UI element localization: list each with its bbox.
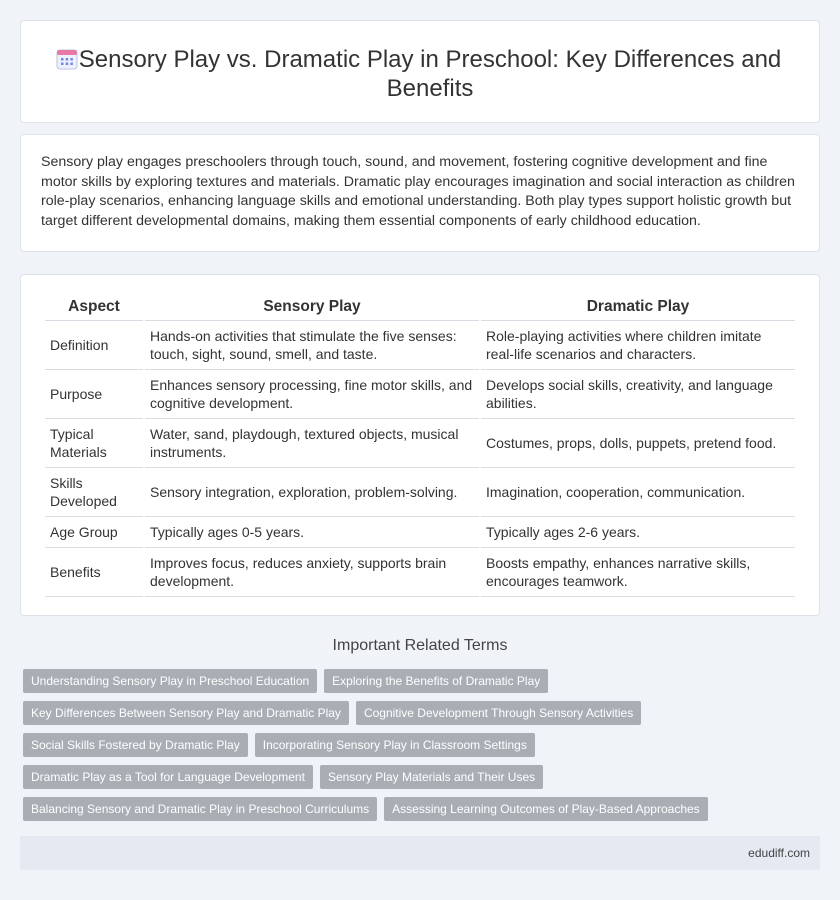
header-dramatic-play: Dramatic Play xyxy=(481,295,795,321)
table-row xyxy=(45,321,795,370)
footer xyxy=(20,836,820,870)
table-row xyxy=(45,548,795,597)
row-aspect: Age Group xyxy=(45,517,143,548)
header-sensory-play: Sensory Play xyxy=(145,295,479,321)
page-title: Sensory Play vs. Dramatic Play in Preschool: Key Differences and Benefits xyxy=(78,46,782,102)
row-aspect: Definition xyxy=(45,321,143,370)
row-sensory: Water, sand, playdough, textured objects, musical instruments. xyxy=(145,419,479,468)
row-sensory: Sensory integration, exploration, problem-solving. xyxy=(145,468,479,517)
related-terms-list xyxy=(23,669,813,829)
related-term-tag[interactable]: Exploring the Benefits of Dramatic Play xyxy=(324,669,548,693)
row-dramatic: Role-playing activities where children imitate real-life scenarios and characters. xyxy=(481,321,795,370)
related-term-tag[interactable]: Cognitive Development Through Sensory Activities xyxy=(356,701,641,725)
related-term-tag[interactable]: Incorporating Sensory Play in Classroom Settings xyxy=(255,733,535,757)
related-term-tag[interactable]: Assessing Learning Outcomes of Play-Based Approaches xyxy=(384,797,708,821)
row-aspect: Benefits xyxy=(45,548,143,597)
comparison-table-card xyxy=(20,274,820,616)
title-card xyxy=(20,20,820,123)
related-terms-heading: Important Related Terms xyxy=(332,637,508,654)
related-term-tag[interactable]: Social Skills Fostered by Dramatic Play xyxy=(23,733,248,757)
comparison-table xyxy=(43,295,797,597)
related-term-tag[interactable]: Understanding Sensory Play in Preschool Education xyxy=(23,669,317,693)
row-aspect: Skills Developed xyxy=(45,468,143,517)
row-aspect: Purpose xyxy=(45,370,143,419)
intro-paragraph: Sensory play engages preschoolers through touch, sound, and movement, fostering cognitive development and fine motor skills by exploring textures and materials. Dramatic play encourages imagination and social interaction as children role-play scenarios, enhancing language skills and emotional understanding. Both play types support holistic growth but target different developmental domains, making them essential components of early childhood education. xyxy=(41,154,795,229)
row-sensory: Typically ages 0-5 years. xyxy=(145,517,479,548)
row-dramatic: Boosts empathy, enhances narrative skills, encourages teamwork. xyxy=(481,548,795,597)
table-row xyxy=(45,370,795,419)
header-aspect: Aspect xyxy=(45,295,143,321)
table-row xyxy=(45,419,795,468)
intro-card xyxy=(20,134,820,252)
table-row xyxy=(45,517,795,548)
related-term-tag[interactable]: Balancing Sensory and Dramatic Play in Preschool Curriculums xyxy=(23,797,377,821)
row-dramatic: Imagination, cooperation, communication. xyxy=(481,468,795,517)
related-term-tag[interactable]: Sensory Play Materials and Their Uses xyxy=(320,765,543,789)
row-sensory: Hands-on activities that stimulate the five senses: touch, sight, sound, smell, and taste. xyxy=(145,321,479,370)
footer-site-link[interactable]: edudiff.com xyxy=(748,846,810,860)
row-dramatic: Costumes, props, dolls, puppets, pretend food. xyxy=(481,419,795,468)
row-sensory: Improves focus, reduces anxiety, supports brain development. xyxy=(145,548,479,597)
related-term-tag[interactable]: Key Differences Between Sensory Play and Dramatic Play xyxy=(23,701,349,725)
row-dramatic: Develops social skills, creativity, and language abilities. xyxy=(481,370,795,419)
related-term-tag[interactable]: Dramatic Play as a Tool for Language Development xyxy=(23,765,313,789)
row-sensory: Enhances sensory processing, fine motor skills, and cognitive development. xyxy=(145,370,479,419)
row-aspect: Typical Materials xyxy=(45,419,143,468)
table-row xyxy=(45,468,795,517)
table-header-row xyxy=(45,295,795,321)
row-dramatic: Typically ages 2-6 years. xyxy=(481,517,795,548)
